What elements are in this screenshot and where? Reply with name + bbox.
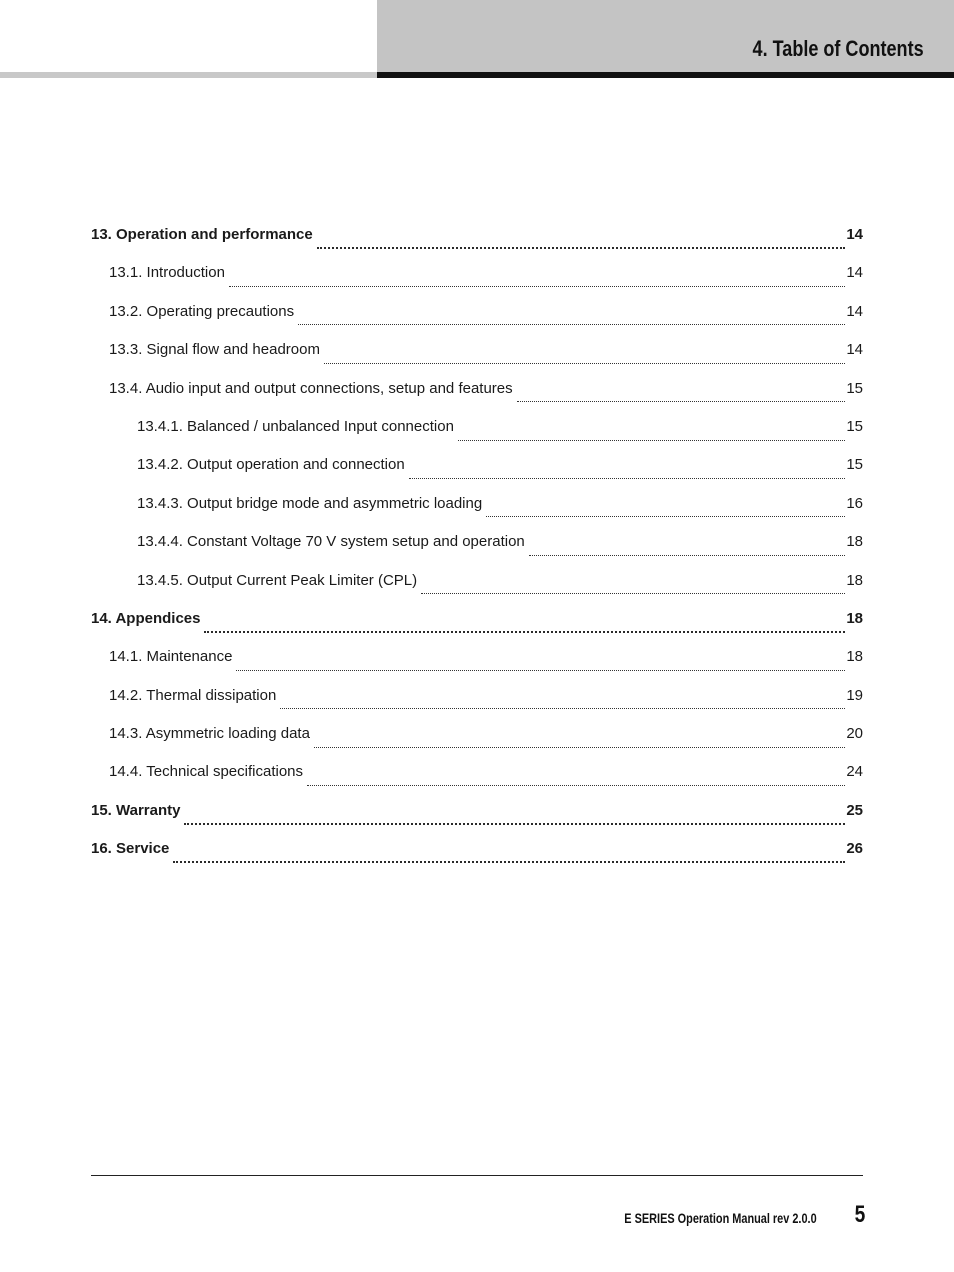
toc-entry[interactable] [91,337,863,375]
toc-entry-page: 25 [846,801,863,819]
page-title: 4. Table of Contents [752,36,924,61]
toc-entry[interactable] [91,376,863,414]
toc-entry-page: 14 [846,302,863,320]
toc-dot-leader [324,359,845,364]
toc-entry[interactable] [91,759,863,797]
toc-entry-label: 13.4.5. Output Current Peak Limiter (CPL) [137,571,418,589]
toc-entry[interactable] [91,299,863,337]
toc-dot-leader [486,512,845,517]
toc-dot-leader [317,243,846,249]
toc-entry[interactable] [91,491,863,529]
toc-entry-label: 16. Service [91,840,170,858]
toc-dot-leader [184,819,845,825]
toc-entry-label: 14.3. Asymmetric loading data [109,725,310,743]
toc-dot-leader [298,320,845,325]
toc-entry-page: 19 [846,686,863,704]
header-right-rule [377,72,954,78]
toc-entry-label: 13.4.1. Balanced / unbalanced Input connection [137,417,454,435]
toc-entry-page: 15 [846,456,863,474]
toc-entry[interactable] [91,414,863,452]
toc-dot-leader [307,781,845,786]
toc-entry-label: 15. Warranty [91,801,181,819]
toc-entry[interactable] [91,836,863,874]
toc-dot-leader [529,551,846,556]
toc-dot-leader [458,436,845,441]
toc-dot-leader [280,704,845,709]
toc-entry-page: 15 [846,417,863,435]
toc-entry-page: 18 [846,609,863,627]
toc-entry-label: 14.2. Thermal dissipation [109,686,277,704]
toc-entry-page: 20 [846,725,863,743]
toc-entry-label: 14.1. Maintenance [109,648,233,666]
toc-entry-page: 14 [846,341,863,359]
toc-entry[interactable] [91,683,863,721]
table-of-contents [91,222,863,875]
toc-entry-page: 18 [846,571,863,589]
footer-manual-title: E SERIES Operation Manual rev 2.0.0 [624,1210,817,1226]
toc-entry[interactable] [91,568,863,606]
toc-entry[interactable] [91,260,863,298]
toc-dot-leader [517,397,846,402]
toc-dot-leader [173,857,845,863]
toc-entry-page: 16 [846,494,863,512]
toc-entry-label: 14. Appendices [91,609,201,627]
toc-entry-page: 24 [846,763,863,781]
toc-entry-page: 15 [846,379,863,397]
toc-entry[interactable] [91,606,863,644]
toc-entry[interactable] [91,644,863,682]
toc-entry-page: 26 [846,840,863,858]
toc-entry-label: 13.4. Audio input and output connections, setup and features [109,379,513,397]
toc-entry-label: 13. Operation and performance [91,226,313,243]
toc-dot-leader [204,627,845,633]
toc-entry-label: 13.3. Signal flow and headroom [109,341,320,359]
footer-rule [91,1175,863,1176]
toc-entry-label: 13.4.4. Constant Voltage 70 V system setup and operation [137,533,525,551]
header-left-rule [0,72,377,78]
toc-entry[interactable] [91,529,863,567]
toc-dot-leader [409,474,846,479]
toc-entry-label: 13.1. Introduction [109,264,225,282]
toc-entry-label: 13.4.3. Output bridge mode and asymmetric loading [137,494,483,512]
toc-entry-label: 13.4.2. Output operation and connection [137,456,405,474]
toc-dot-leader [314,743,845,748]
toc-entry[interactable] [91,222,863,260]
footer-page-number: 5 [854,1201,865,1228]
toc-dot-leader [236,666,845,671]
toc-entry[interactable] [91,452,863,490]
toc-entry-label: 14.4. Technical specifications [109,763,304,781]
toc-entry[interactable] [91,721,863,759]
toc-entry-page: 14 [846,226,863,243]
toc-entry-page: 14 [846,264,863,282]
toc-dot-leader [421,589,845,594]
toc-entry-page: 18 [846,533,863,551]
toc-entry-label: 13.2. Operating precautions [109,302,295,320]
toc-dot-leader [229,282,845,287]
toc-entry-page: 18 [846,648,863,666]
toc-entry[interactable] [91,798,863,836]
